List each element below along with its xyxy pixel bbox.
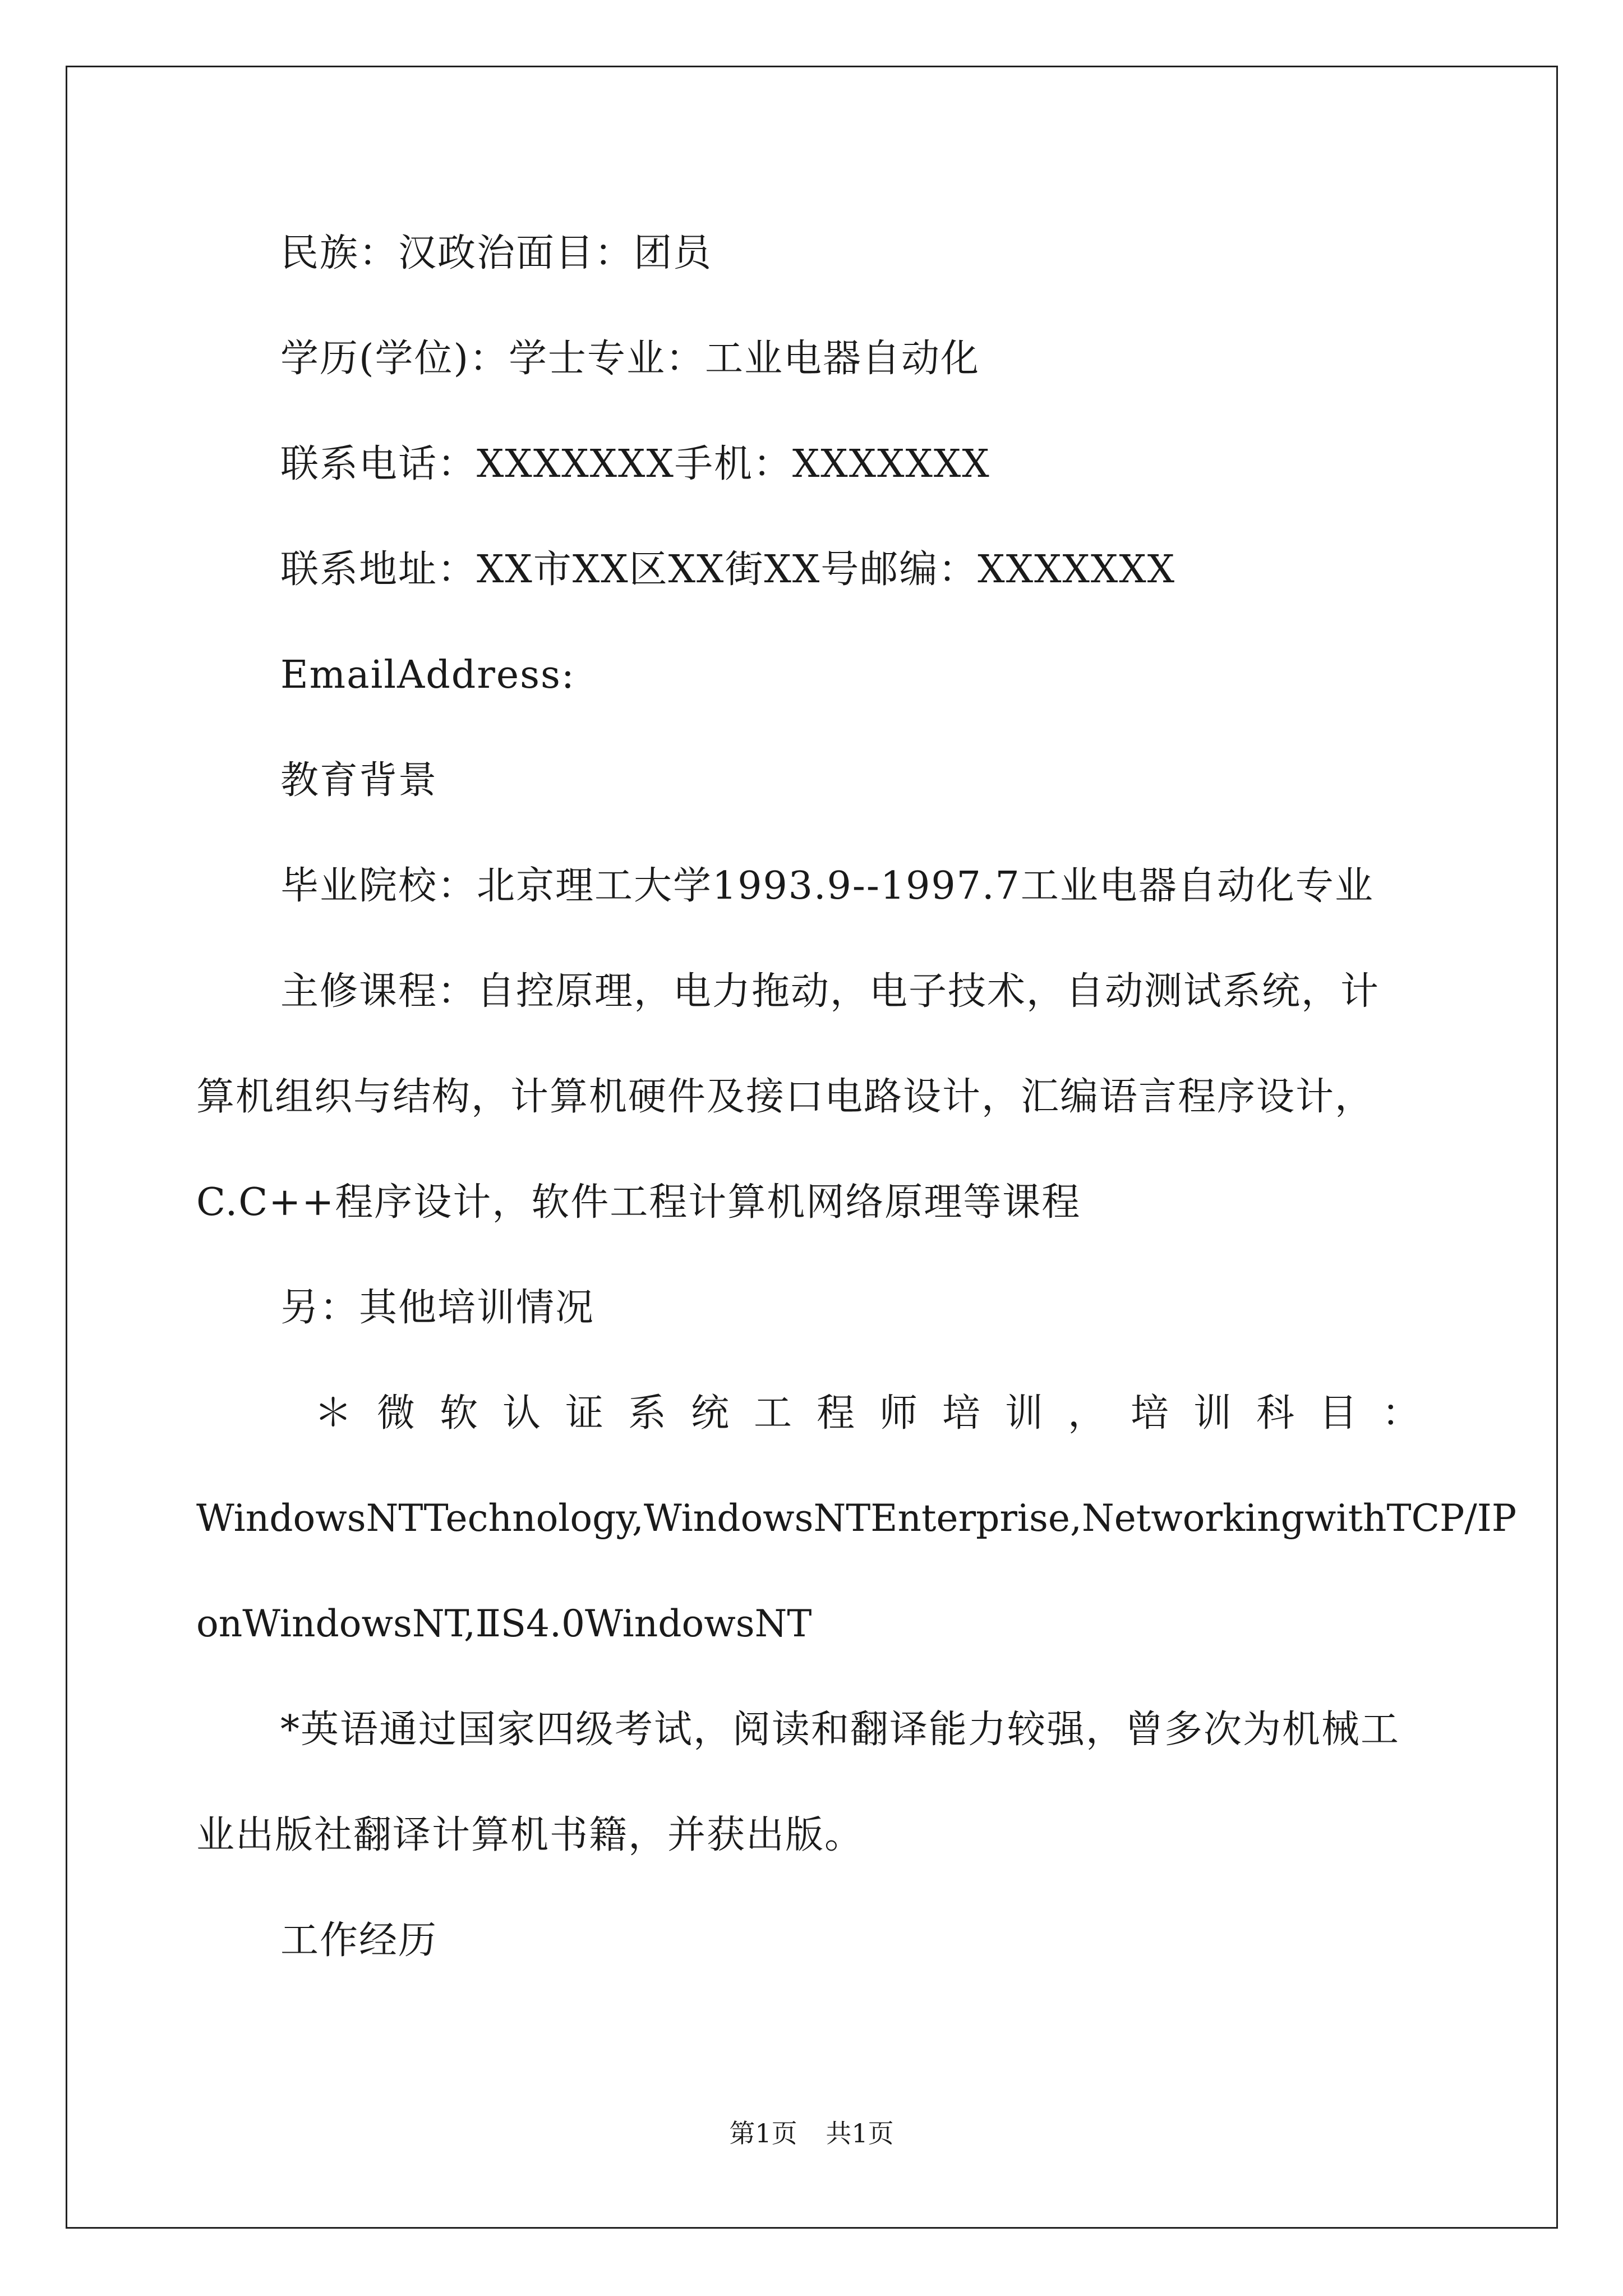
section-heading-education: 教育背景 (280, 758, 438, 803)
other-training-heading: 另：其他培训情况 (280, 1286, 595, 1330)
page-number: 第1页 (729, 2118, 797, 2148)
training-subjects-line-2: onWindowsNT,ⅡS4.0WindowsNT (196, 1602, 812, 1645)
ethnicity-politics-line: 民族：汉政治面目：团员 (280, 231, 713, 275)
address-line: 联系地址：XX市XX区XX街XX号邮编：XXXXXXX (280, 547, 1176, 592)
mcse-training-line: ＊微软认证系统工程师培训，培训科目： (314, 1391, 1445, 1435)
courses-line-1: 主修课程：自控原理，电力拖动，电子技术，自动测试系统，计 (280, 969, 1380, 1014)
training-subjects-line-1: WindowsNTTechnology,WindowsNTEnterprise,NetworkingwithTCP/IP (196, 1497, 1517, 1540)
email-line: EmailAddress: (280, 653, 575, 697)
page-border (66, 66, 1558, 2229)
school-line: 毕业院校：北京理工大学1993.9--1997.7工业电器自动化专业 (280, 864, 1374, 908)
phone-line: 联系电话：XXXXXXX手机：XXXXXXX (280, 442, 990, 486)
page-footer (0, 2120, 1623, 2146)
page-total: 共1页 (826, 2118, 894, 2148)
section-heading-work: 工作经历 (280, 1918, 438, 1963)
english-line-1: *英语通过国家四级考试，阅读和翻译能力较强，曾多次为机械工 (280, 1708, 1400, 1752)
english-line-2: 业出版社翻译计算机书籍，并获出版。 (196, 1813, 864, 1857)
courses-line-3: C.C++程序设计，软件工程计算机网络原理等课程 (196, 1180, 1081, 1225)
education-major-line: 学历(学位)：学士专业：工业电器自动化 (280, 337, 980, 381)
courses-line-2: 算机组织与结构，计算机硬件及接口电路设计，汇编语言程序设计， (196, 1075, 1375, 1119)
